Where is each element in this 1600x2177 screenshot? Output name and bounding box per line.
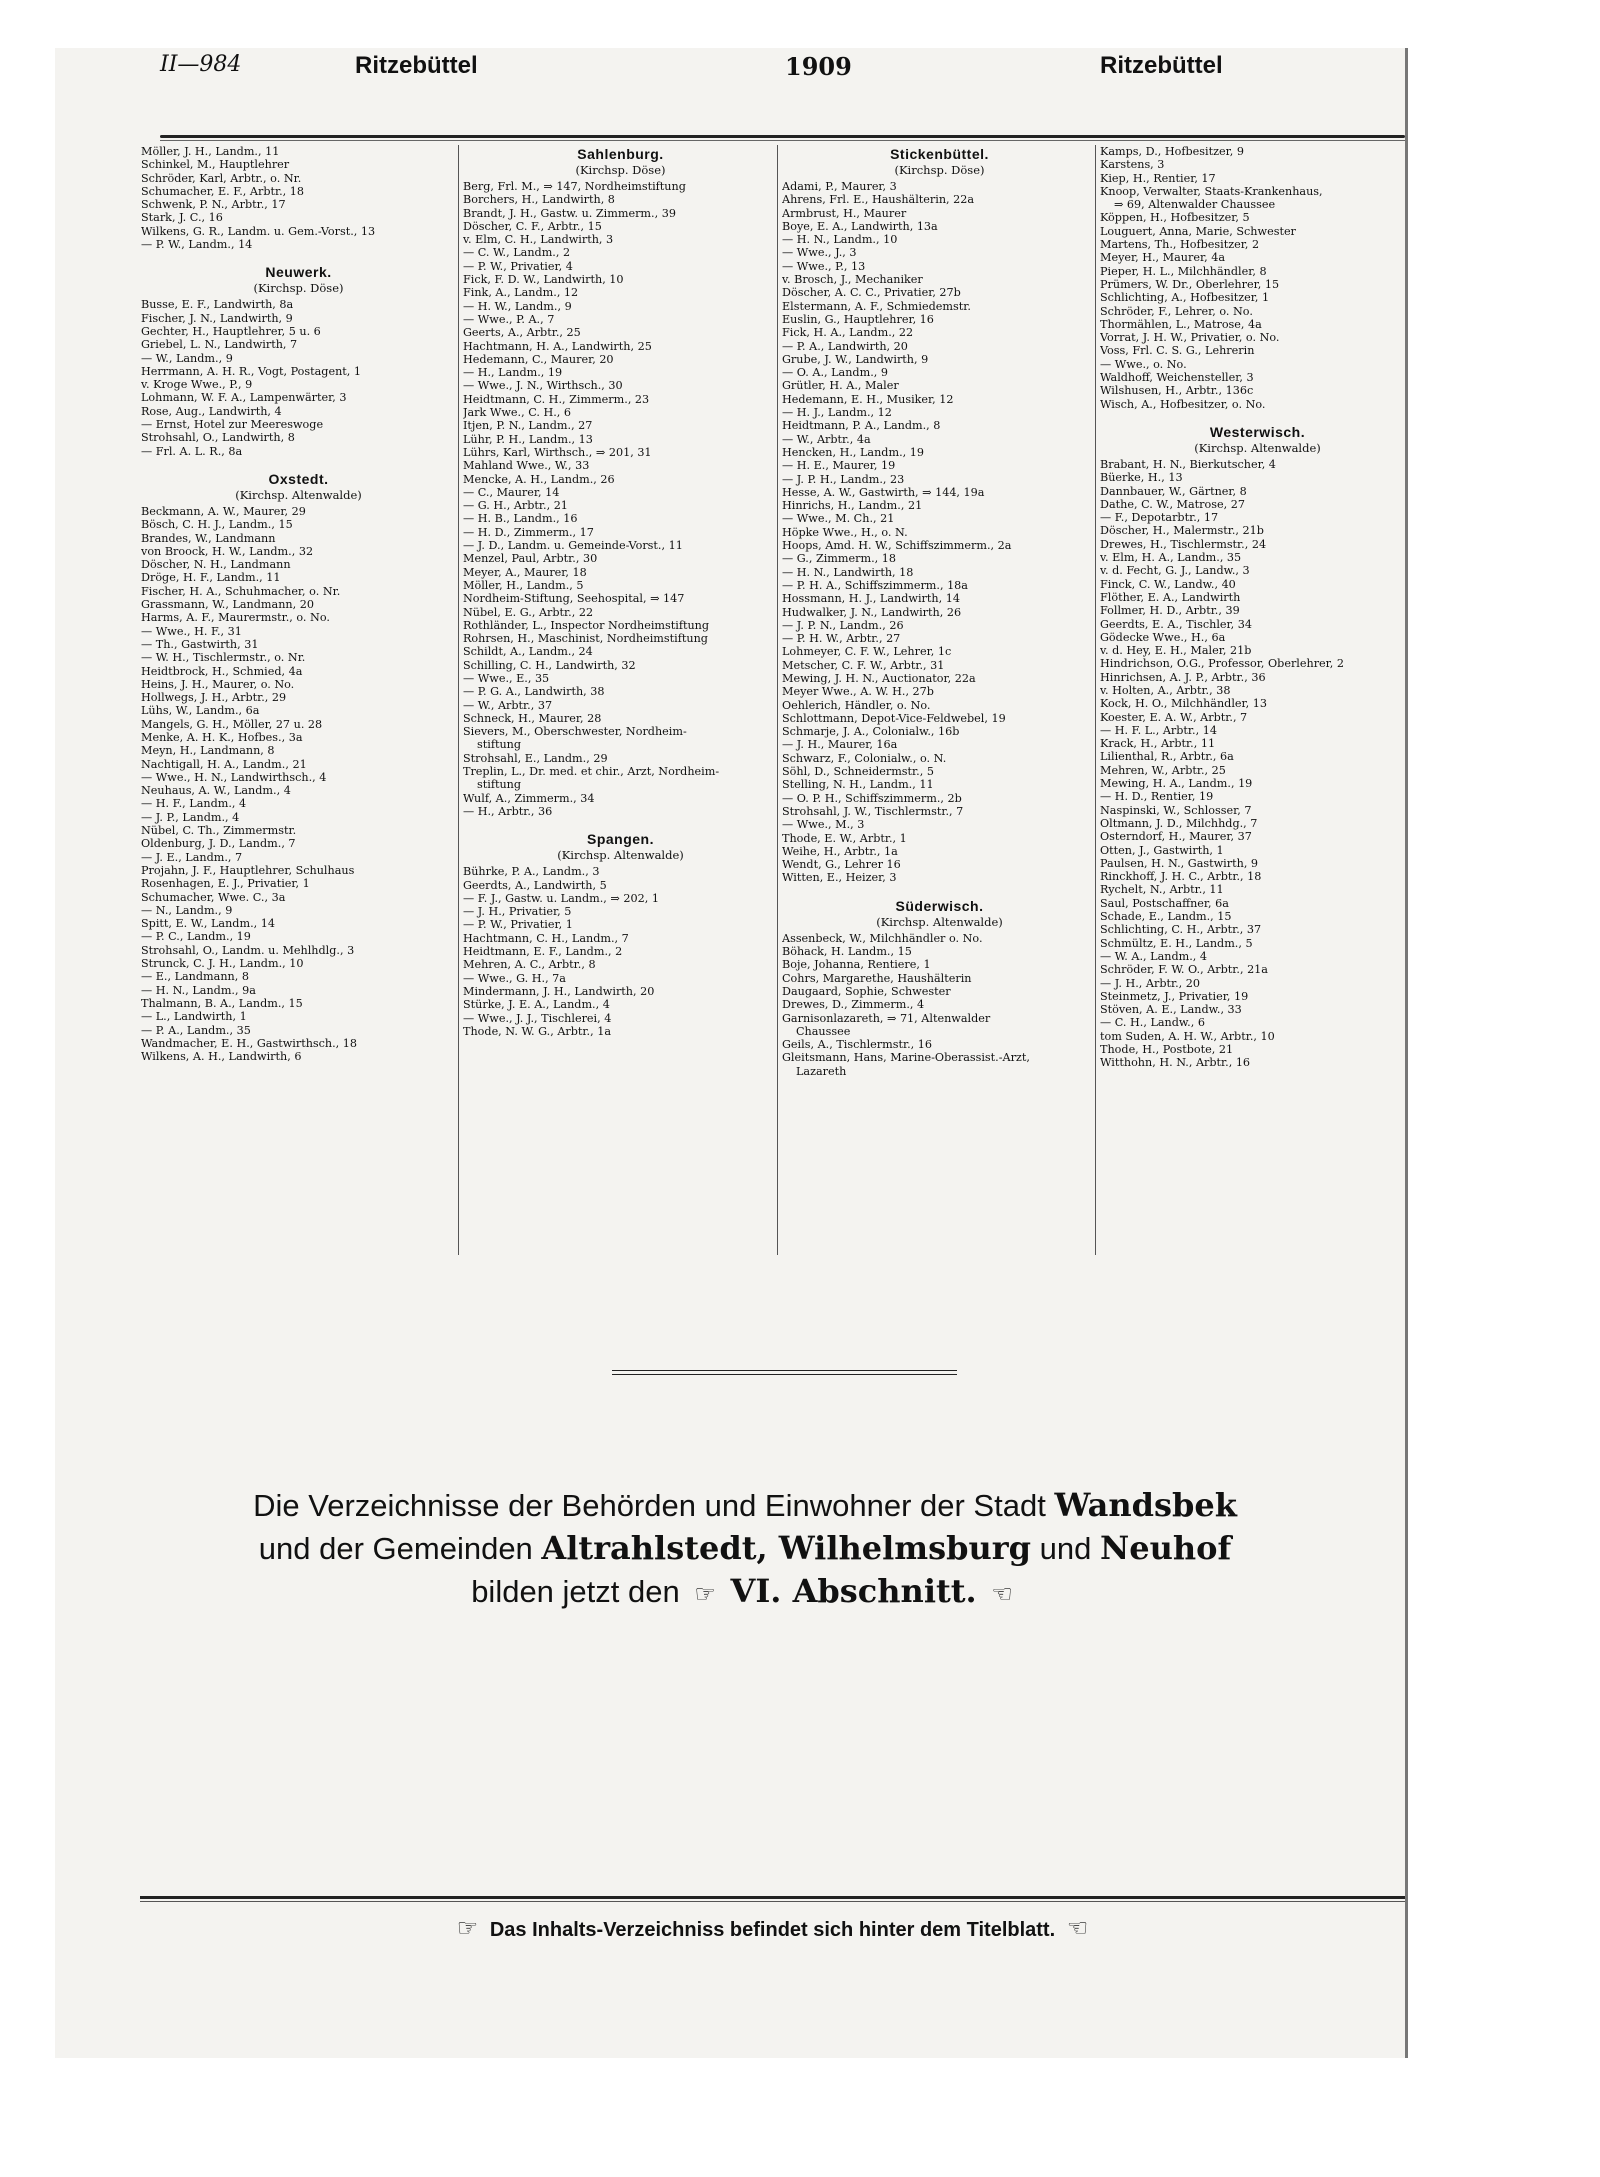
- directory-entry: Treplin, L., Dr. med. et chir., Arzt, Nordheim-: [463, 765, 720, 779]
- directory-entry: tom Suden, A. H. W., Arbtr., 10: [1100, 1029, 1275, 1043]
- directory-entry: Oltmann, J. D., Milchhdg., 7: [1100, 816, 1258, 830]
- directory-entry: Thormählen, L., Matrose, 4a: [1100, 317, 1262, 331]
- pointing-hand-left-icon: ☜: [991, 1580, 1013, 1608]
- section-parish: (Kirchsp. Altenwalde): [235, 487, 362, 502]
- directory-entry: — P. H. A., Schiffszimmerm., 18a: [782, 578, 968, 592]
- directory-entry: — P. G. A., Landwirth, 38: [463, 685, 605, 699]
- directory-entry: Adami, P., Maurer, 3: [782, 180, 897, 193]
- directory-column-3: [782, 145, 1097, 1078]
- directory-entry: — H., Arbtr., 36: [463, 804, 553, 818]
- directory-entry: Büerke, H., 13: [1100, 471, 1183, 485]
- directory-entry: Nübel, E. G., Arbtr., 22: [463, 605, 594, 619]
- directory-entry: Dannbauer, W., Gärtner, 8: [1100, 484, 1247, 498]
- directory-entry: Hindrichson, O.G., Professor, Oberlehrer, 2: [1100, 657, 1345, 671]
- directory-entry: Herrmann, A. H. R., Vogt, Postagent, 1: [141, 364, 362, 378]
- directory-entry: — P. C., Landm., 19: [141, 930, 251, 944]
- directory-entry: — W. A., Landm., 4: [1100, 949, 1208, 963]
- directory-entry: Meyer Wwe., A. W. H., 27b: [782, 685, 934, 699]
- directory-entry: — P. W., Privatier, 4: [463, 259, 573, 273]
- directory-entry: Stöven, A. E., Landw., 33: [1100, 1003, 1242, 1017]
- directory-entry: — C. H., Landw., 6: [1100, 1016, 1205, 1030]
- directory-entry: Söhl, D., Schneidermstr., 5: [782, 765, 934, 779]
- ornamental-divider: [612, 1370, 957, 1371]
- directory-entry: Menzel, Paul, Arbtr., 30: [463, 552, 598, 566]
- directory-entry: Schlichting, C. H., Arbtr., 37: [1100, 923, 1262, 937]
- directory-entry: Armbrust, H., Maurer: [782, 206, 907, 220]
- directory-entry: Schildt, A., Landm., 24: [463, 645, 593, 659]
- directory-entry: Ahrens, Frl. E., Haushälterin, 22a: [782, 193, 975, 207]
- directory-entry: Euslin, G., Hauptlehrer, 16: [782, 312, 934, 326]
- directory-entry: — W., Landm., 9: [141, 351, 233, 365]
- directory-entry: Stürke, J. E. A., Landm., 4: [463, 998, 610, 1012]
- directory-entry: Schlichting, A., Hofbesitzer, 1: [1100, 291, 1270, 305]
- directory-entry: v. Brosch, J., Mechaniker: [782, 273, 923, 287]
- pointing-hand-right-icon: ☞: [456, 1914, 479, 1942]
- directory-entry: Hachtmann, H. A., Landwirth, 25: [463, 339, 652, 353]
- directory-entry: Witten, E., Heizer, 3: [782, 871, 897, 885]
- directory-entry: Lühs, W., Landm., 6a: [141, 704, 260, 718]
- directory-entry: v. d. Hey, E. H., Maler, 21b: [1100, 644, 1252, 658]
- directory-entry: — H. B., Landm., 16: [463, 512, 578, 526]
- directory-entry: Krack, H., Arbtr., 11: [1100, 737, 1216, 751]
- directory-entry: Projahn, J. F., Hauptlehrer, Schulhaus: [141, 863, 355, 877]
- directory-entry: Möller, J. H., Landm., 11: [141, 145, 280, 158]
- directory-entry: — H. N., Landm., 10: [782, 233, 898, 247]
- directory-entry: Lührs, Karl, Wirthsch., ⇒ 201, 31: [463, 445, 652, 459]
- directory-entry: Elstermann, A. F., Schmiedemstr.: [782, 299, 971, 313]
- directory-entry: Thode, E. W., Arbtr., 1: [782, 831, 907, 845]
- directory-entry: Höpke Wwe., H., o. N.: [782, 525, 908, 539]
- directory-entry: — H. E., Maurer, 19: [782, 459, 896, 473]
- directory-entry: Busse, E. F., Landwirth, 8a: [141, 298, 294, 312]
- directory-entry: Fick, H. A., Landm., 22: [782, 326, 914, 340]
- directory-entry: Fischer, J. N., Landwirth, 9: [141, 311, 293, 325]
- directory-entry: Strunck, C. J. H., Landm., 10: [141, 957, 304, 971]
- directory-entry: Strohsahl, J. W., Tischlermstr., 7: [782, 804, 964, 818]
- directory-entry: Strohsahl, E., Landm., 29: [463, 751, 608, 765]
- directory-entry: v. Elm, H. A., Landm., 35: [1100, 551, 1242, 565]
- directory-entry: — H. F. L., Arbtr., 14: [1100, 723, 1217, 737]
- directory-entry: Otten, J., Gastwirth, 1: [1100, 843, 1224, 857]
- directory-entry: stiftung: [477, 778, 522, 792]
- directory-entry: Hesse, A. W., Gastwirth, ⇒ 144, 19a: [782, 485, 985, 499]
- directory-entry: Schumacher, E. F., Arbtr., 18: [141, 184, 305, 198]
- directory-entry: Brandes, W., Landmann: [141, 531, 276, 545]
- directory-entry: — J. P. N., Landm., 26: [782, 618, 904, 632]
- directory-column-1: [141, 145, 456, 1063]
- directory-entry: v. d. Fecht, G. J., Landw., 3: [1100, 564, 1250, 578]
- section-parish: (Kirchsp. Altenwalde): [557, 848, 684, 863]
- directory-entry: Pieper, H. L., Milchhändler, 8: [1100, 264, 1267, 278]
- directory-entry: Oldenburg, J. D., Landm., 7: [141, 837, 296, 851]
- directory-entry: Mindermann, J. H., Landwirth, 20: [463, 984, 655, 998]
- directory-entry: Lazareth: [796, 1064, 847, 1078]
- section-parish: (Kirchsp. Altenwalde): [1194, 440, 1321, 455]
- section-heading: Spangen.: [586, 831, 654, 848]
- directory-entry: Jark Wwe., C. H., 6: [463, 406, 572, 420]
- directory-entry: Wendt, G., Lehrer 16: [782, 858, 901, 872]
- directory-entry: Mehren, W., Arbtr., 25: [1100, 763, 1226, 777]
- section-heading: Stickenbüttel.: [890, 146, 989, 162]
- directory-entry: Drewes, D., Zimmerm., 4: [782, 998, 925, 1012]
- directory-entry: — Wwe., H. F., 31: [141, 624, 242, 638]
- directory-entry: Meyn, H., Landmann, 8: [141, 744, 275, 758]
- directory-entry: — F. J., Gastw. u. Landm., ⇒ 202, 1: [463, 891, 659, 905]
- directory-entry: Schlottmann, Depot-Vice-Feldwebel, 19: [782, 711, 1006, 725]
- directory-entry: Rosenhagen, E. J., Privatier, 1: [141, 877, 310, 891]
- directory-entry: Gleitsmann, Hans, Marine-Oberassist.-Arzt,: [782, 1051, 1030, 1065]
- page-header: [100, 52, 1400, 88]
- directory-entry: Schmültz, E. H., Landm., 5: [1100, 936, 1253, 950]
- directory-entry: Daugaard, Sophie, Schwester: [782, 984, 951, 998]
- directory-entry: Mewing, H. A., Landm., 19: [1100, 777, 1253, 791]
- header-rule-thin: [160, 140, 1405, 141]
- directory-entry: Osterndorf, H., Maurer, 37: [1100, 830, 1252, 844]
- directory-entry: — W., Arbtr., 37: [463, 698, 553, 712]
- directory-entry: Neuhaus, A. W., Landm., 4: [141, 784, 291, 798]
- directory-entry: Rose, Aug., Landwirth, 4: [141, 404, 282, 418]
- directory-entry: Grütler, H. A., Maler: [782, 379, 899, 393]
- directory-entry: — Wwe., M., 3: [782, 818, 865, 832]
- directory-entry: Wilkens, A. H., Landwirth, 6: [141, 1050, 302, 1064]
- directory-entry: v. Kroge Wwe., P., 9: [141, 378, 253, 392]
- section-notice: [140, 1484, 1350, 1615]
- directory-entry: Beckmann, A. W., Maurer, 29: [141, 504, 306, 518]
- directory-entry: Geerts, A., Arbtr., 25: [463, 326, 581, 340]
- directory-column-2: [463, 145, 778, 1038]
- directory-entry: Weihe, H., Arbtr., 1a: [782, 844, 898, 858]
- directory-entry: Fischer, H. A., Schuhmacher, o. Nr.: [141, 584, 341, 598]
- directory-entry: — Wwe., H. N., Landwirthsch., 4: [141, 770, 327, 784]
- directory-entry: — O. P. H., Schiffszimmerm., 2b: [782, 791, 962, 805]
- directory-entry: Mewing, J. H. N., Auctionator, 22a: [782, 671, 976, 685]
- directory-entry: Saul, Postschaffner, 6a: [1100, 896, 1229, 910]
- directory-entry: Schinkel, M., Hauptlehrer: [141, 158, 290, 172]
- directory-entry: Heidtmann, P. A., Landm., 8: [782, 419, 941, 433]
- directory-entry: Knoop, Verwalter, Staats-Krankenhaus,: [1100, 184, 1323, 198]
- directory-entry: Hinrichs, H., Landm., 21: [782, 499, 923, 513]
- directory-entry: — J. E., Landm., 7: [141, 850, 243, 864]
- directory-entry: Hencken, H., Landm., 19: [782, 445, 924, 459]
- directory-entry: — J. P., Landm., 4: [141, 810, 240, 824]
- directory-entry: Geils, A., Tischlermstr., 16: [782, 1038, 932, 1052]
- directory-entry: Karstens, 3: [1100, 158, 1165, 172]
- directory-entry: Hossmann, H. J., Landwirth, 14: [782, 592, 960, 606]
- directory-entry: — J. H., Arbtr., 20: [1100, 976, 1201, 990]
- directory-entry: Heins, J. H., Maurer, o. No.: [141, 677, 295, 691]
- directory-entry: — Wwe., P. A., 7: [463, 312, 555, 326]
- directory-entry: Rohrsen, H., Maschinist, Nordheimstiftung: [463, 632, 708, 646]
- directory-entry: — Wwe., G. H., 7a: [463, 971, 566, 985]
- directory-entry: Wandmacher, E. H., Gastwirthsch., 18: [141, 1036, 358, 1050]
- directory-entry: Lilienthal, R., Arbtr., 6a: [1100, 750, 1234, 764]
- directory-entry: Hoops, Amd. H. W., Schiffszimmerm., 2a: [782, 539, 1012, 553]
- directory-entry: Hedemann, E. H., Musiker, 12: [782, 392, 954, 406]
- directory-entry: Thode, H., Postbote, 21: [1100, 1043, 1234, 1056]
- directory-entry: Schmarje, J. A., Colonialw., 16b: [782, 725, 960, 739]
- directory-entry: Thalmann, B. A., Landm., 15: [141, 996, 303, 1010]
- directory-entry: Nordheim-Stiftung, Seehospital, ⇒ 147: [463, 592, 685, 606]
- directory-entry: — L., Landwirth, 1: [141, 1010, 247, 1024]
- directory-entry: Fick, F. D. W., Landwirth, 10: [463, 273, 624, 287]
- directory-entry: — F., Depotarbtr., 17: [1100, 511, 1219, 525]
- directory-entry: Grassmann, W., Landmann, 20: [141, 598, 314, 612]
- section-parish: (Kirchsp. Döse): [894, 163, 985, 177]
- directory-entry: — H. J., Landm., 12: [782, 406, 892, 420]
- directory-entry: Wulf, A., Zimmerm., 34: [463, 791, 595, 805]
- directory-entry: Dathe, C. W., Matrose, 27: [1100, 497, 1245, 511]
- directory-entry: Fink, A., Landm., 12: [463, 286, 579, 300]
- directory-entry: Kock, H. O., Milchhändler, 13: [1100, 697, 1267, 711]
- directory-entry: Kamps, D., Hofbesitzer, 9: [1100, 145, 1244, 158]
- directory-entry: — Wwe., J. J., Tischlerei, 4: [463, 1011, 612, 1025]
- directory-entry: Hachtmann, C. H., Landm., 7: [463, 931, 629, 945]
- footer-rule-thin: [140, 1901, 1405, 1902]
- directory-entry: — Wwe., M. Ch., 21: [782, 512, 895, 526]
- directory-entry: Heidtmann, C. H., Zimmerm., 23: [463, 392, 650, 406]
- directory-entry: Vorrat, J. H. W., Privatier, o. No.: [1100, 331, 1280, 345]
- directory-entry: Drewes, H., Tischlermstr., 24: [1100, 537, 1267, 551]
- directory-entry: — O. A., Landm., 9: [782, 366, 888, 380]
- directory-entry: — H., Landm., 19: [463, 366, 563, 380]
- directory-entry: Gechter, H., Hauptlehrer, 5 u. 6: [141, 324, 321, 338]
- directory-entry: Döscher, N. H., Landmann: [141, 558, 291, 572]
- directory-entry: — N., Landm., 9: [141, 903, 233, 917]
- directory-entry: Griebel, L. N., Landwirth, 7: [141, 338, 298, 352]
- directory-entry: Waldhoff, Weichensteller, 3: [1100, 371, 1254, 385]
- directory-entry: Cohrs, Margarethe, Haushälterin: [782, 971, 972, 985]
- directory-entry: Mehren, A. C., Arbtr., 8: [463, 958, 596, 972]
- directory-entry: — P. H. W., Arbtr., 27: [782, 632, 901, 646]
- directory-entry: Meyer, H., Maurer, 4a: [1100, 251, 1225, 265]
- directory-entry: Meyer, A., Maurer, 18: [463, 565, 587, 579]
- directory-column-4: [1100, 145, 1415, 1070]
- directory-entry: — Wwe., J. N., Wirthsch., 30: [463, 379, 623, 393]
- directory-entry: Louguert, Anna, Marie, Schwester: [1100, 224, 1296, 238]
- directory-entry: Lohmeyer, C. F. W., Lehrer, 1c: [782, 645, 952, 659]
- directory-entry: Assenbeck, W., Milchhändler o. No.: [782, 931, 983, 945]
- directory-entry: — H. D., Zimmerm., 17: [463, 525, 594, 539]
- directory-entry: Hinrichsen, A. J. P., Arbtr., 36: [1100, 670, 1266, 684]
- directory-entry: Schade, E., Landm., 15: [1100, 910, 1232, 924]
- directory-entry: — Th., Gastwirth, 31: [141, 637, 259, 651]
- directory-entry: Stark, J. C., 16: [141, 211, 223, 225]
- directory-entry: Döscher, C. F., Arbtr., 15: [463, 219, 602, 233]
- section-heading: Neuwerk.: [265, 264, 332, 281]
- page-number: II—984: [160, 52, 242, 77]
- section-heading: Westerwisch.: [1209, 423, 1306, 440]
- directory-entry: — E., Landmann, 8: [141, 970, 249, 984]
- directory-entry: Nachtigall, H. A., Landm., 21: [141, 757, 307, 771]
- notice-line-2: und der Gemeinden Altrahlstedt, Wilhelmsburg und Neuhof: [258, 1529, 1232, 1567]
- directory-entry: — Wwe., P., 13: [782, 259, 866, 273]
- directory-entry: Möller, H., Landm., 5: [463, 578, 584, 592]
- directory-entry: Schilling, C. H., Landwirth, 32: [463, 658, 636, 672]
- column-divider: [458, 145, 459, 1255]
- directory-entry: Borchers, H., Landwirth, 8: [463, 193, 615, 207]
- directory-entry: — Wwe., J., 3: [782, 246, 857, 260]
- directory-entry: Heidtmann, E. F., Landm., 2: [463, 945, 623, 959]
- directory-entry: Heidtbrock, H., Schmied, 4a: [141, 664, 303, 678]
- directory-entry: Grube, J. W., Landwirth, 9: [782, 352, 929, 366]
- pointing-hand-left-icon: ☜: [1066, 1914, 1089, 1942]
- directory-entry: Bösch, C. H. J., Landm., 15: [141, 518, 293, 532]
- directory-entry: Schröder, F., Lehrer, o. No.: [1100, 304, 1253, 318]
- directory-entry: Nübel, C. Th., Zimmermstr.: [141, 824, 297, 838]
- directory-entry: Dröge, H. F., Landm., 11: [141, 571, 281, 585]
- directory-entry: Wilshusen, H., Arbtr., 136c: [1100, 384, 1254, 398]
- directory-entry: Mangels, G. H., Möller, 27 u. 28: [141, 717, 323, 731]
- directory-entry: — H. D., Rentier, 19: [1100, 790, 1214, 804]
- notice-line-3: bilden jetzt den ☞ VI. Abschnitt. ☜: [140, 1570, 1350, 1615]
- directory-entry: — J. P. H., Landm., 23: [782, 472, 905, 486]
- directory-entry: Martens, Th., Hofbesitzer, 2: [1100, 238, 1260, 252]
- section-parish: (Kirchsp. Döse): [575, 163, 666, 177]
- directory-entry: — J. H., Privatier, 5: [463, 905, 572, 919]
- section-heading: Sahlenburg.: [577, 146, 664, 162]
- directory-entry: Rothländer, L., Inspector Nordheimstiftung: [463, 618, 710, 632]
- directory-entry: — Frl. A. L. R., 8a: [141, 444, 243, 458]
- directory-entry: Wisch, A., Hofbesitzer, o. No.: [1100, 397, 1266, 411]
- directory-entry: — C. W., Landm., 2: [463, 246, 571, 260]
- directory-entry: Harms, A. F., Maurermstr., o. No.: [141, 611, 330, 625]
- directory-entry: Kiep, H., Rentier, 17: [1100, 171, 1216, 185]
- directory-entry: Lühr, P. H., Landm., 13: [463, 432, 593, 446]
- directory-entry: Witthohn, H. N., Arbtr., 16: [1100, 1056, 1251, 1070]
- directory-entry: Flöther, E. A., Landwirth: [1100, 590, 1241, 604]
- directory-entry: Sievers, M., Oberschwester, Nordheim-: [463, 725, 687, 739]
- running-title-left: Ritzebüttel: [355, 52, 478, 79]
- section-parish: (Kirchsp. Altenwalde): [876, 914, 1003, 929]
- directory-entry: — W. H., Tischlermstr., o. Nr.: [141, 651, 306, 665]
- pointing-hand-right-icon: ☞: [694, 1580, 716, 1608]
- directory-entry: — Wwe., E., 35: [463, 671, 550, 685]
- directory-entry: — G. H., Arbtr., 21: [463, 499, 568, 513]
- directory-entry: stiftung: [477, 738, 522, 752]
- directory-entry: Hedemann, C., Maurer, 20: [463, 352, 614, 366]
- directory-entry: Steinmetz, J., Privatier, 19: [1100, 989, 1249, 1003]
- directory-entry: — H. F., Landm., 4: [141, 797, 247, 811]
- directory-entry: Schröder, F. W. O., Arbtr., 21a: [1100, 963, 1268, 977]
- directory-entry: von Broock, H. W., Landm., 32: [141, 544, 314, 558]
- header-rule: [160, 135, 1405, 138]
- directory-entry: — P. A., Landm., 35: [141, 1023, 251, 1037]
- directory-entry: Strohsahl, O., Landm. u. Mehlhdlg., 3: [141, 943, 355, 957]
- directory-entry: Boje, Johanna, Rentiere, 1: [782, 958, 931, 972]
- directory-entry: Boye, E. A., Landwirth, 13a: [782, 219, 938, 233]
- directory-entry: Köppen, H., Hofbesitzer, 5: [1100, 211, 1250, 225]
- directory-entry: ⇒ 69, Altenwalder Chaussee: [1114, 198, 1276, 212]
- directory-entry: Koester, E. A. W., Arbtr., 7: [1100, 710, 1248, 724]
- directory-entry: Follmer, H. D., Arbtr., 39: [1100, 604, 1240, 618]
- directory-entry: Lohmann, W. F. A., Lampenwärter, 3: [141, 391, 347, 405]
- directory-entry: Wilkens, G. R., Landm. u. Gem.-Vorst., 13: [141, 224, 376, 238]
- directory-entry: v. Holten, A., Arbtr., 38: [1100, 683, 1231, 697]
- directory-entry: Oehlerich, Händler, o. No.: [782, 698, 931, 712]
- directory-entry: Itjen, P. N., Landm., 27: [463, 419, 593, 433]
- directory-entry: — Wwe., o. No.: [1100, 357, 1187, 371]
- year: 1909: [785, 52, 852, 81]
- directory-entry: Schneck, H., Maurer, 28: [463, 711, 602, 725]
- running-title-right: Ritzebüttel: [1100, 52, 1223, 79]
- directory-entry: — H. W., Landm., 9: [463, 299, 572, 313]
- directory-entry: Metscher, C. F. W., Arbtr., 31: [782, 658, 945, 672]
- directory-entry: Bührke, P. A., Landm., 3: [463, 865, 600, 879]
- directory-entry: Schumacher, Wwe. C., 3a: [141, 890, 286, 904]
- directory-entry: Menke, A. H. K., Hofbes., 3a: [141, 730, 303, 744]
- section-heading: Süderwisch.: [895, 897, 984, 914]
- directory-entry: Brandt, J. H., Gastw. u. Zimmerm., 39: [463, 206, 676, 220]
- section-heading: Oxstedt.: [268, 470, 329, 487]
- directory-entry: Schwarz, F., Colonialw., o. N.: [782, 751, 947, 765]
- notice-line-1: Die Verzeichnisse der Behörden und Einwohner der Stadt Wandsbek: [253, 1486, 1237, 1524]
- footer-rule: [140, 1896, 1405, 1899]
- directory-entry: Paulsen, H. N., Gastwirth, 9: [1100, 856, 1259, 870]
- directory-entry: Stelling, N. H., Landm., 11: [782, 778, 934, 792]
- directory-entry: — P. A., Landwirth, 20: [782, 339, 908, 353]
- directory-entry: — J. D., Landm. u. Gemeinde-Vorst., 11: [463, 539, 683, 553]
- directory-entry: Döscher, H., Malermstr., 21b: [1100, 524, 1264, 538]
- directory-entry: Schwenk, P. N., Arbtr., 17: [141, 198, 286, 212]
- directory-entry: Garnisonlazareth, ⇒ 71, Altenwalder: [782, 1011, 991, 1025]
- directory-entry: Hollwegs, J. H., Arbtr., 29: [141, 691, 287, 705]
- directory-entry: v. Elm, C. H., Landwirth, 3: [463, 233, 614, 247]
- directory-entry: Rinckhoff, J. H. C., Arbtr., 18: [1100, 870, 1262, 884]
- directory-entry: Rychelt, N., Arbtr., 11: [1100, 883, 1224, 897]
- directory-entry: — Ernst, Hotel zur Meereswoge: [141, 418, 324, 432]
- directory-entry: Berg, Frl. M., ⇒ 147, Nordheimstiftung: [463, 180, 686, 193]
- directory-entry: — H. N., Landm., 9a: [141, 983, 256, 997]
- directory-entry: Brabant, H. N., Bierkutscher, 4: [1100, 457, 1276, 471]
- directory-entry: Mencke, A. H., Landm., 26: [463, 472, 615, 486]
- directory-entry: Spitt, E. W., Landm., 14: [141, 917, 275, 931]
- directory-entry: Geerdts, A., Landwirth, 5: [463, 878, 607, 892]
- directory-entry: Hudwalker, J. N., Landwirth, 26: [782, 605, 962, 619]
- directory-entry: — P. W., Privatier, 1: [463, 918, 573, 932]
- footer-note: ☞ Das Inhalts-Verzeichniss befindet sich hinter dem Titelblatt. ☜: [456, 1914, 1089, 1942]
- section-parish: (Kirchsp. Döse): [253, 281, 344, 296]
- directory-entry: Prümers, W. Dr., Oberlehrer, 15: [1100, 277, 1280, 291]
- directory-entry: Chaussee: [796, 1024, 851, 1038]
- directory-entry: — W., Arbtr., 4a: [782, 432, 871, 446]
- directory-entry: Finck, C. W., Landw., 40: [1100, 577, 1236, 591]
- ornamental-divider-thin: [612, 1374, 957, 1375]
- directory-entry: Döscher, A. C. C., Privatier, 27b: [782, 286, 961, 300]
- directory-entry: Naspinski, W., Schlosser, 7: [1100, 803, 1252, 817]
- directory-entry: Gödecke Wwe., H., 6a: [1100, 630, 1226, 644]
- directory-entry: — P. W., Landm., 14: [141, 238, 253, 252]
- directory-entry: Schröder, Karl, Arbtr., o. Nr.: [141, 171, 302, 185]
- directory-entry: Geerdts, E. A., Tischler, 34: [1100, 617, 1252, 631]
- directory-entry: Mahland Wwe., W., 33: [463, 459, 590, 473]
- directory-entry: — C., Maurer, 14: [463, 485, 560, 499]
- directory-entry: Böhack, H. Landm., 15: [782, 945, 912, 959]
- directory-entry: — H. N., Landwirth, 18: [782, 565, 914, 579]
- directory-entry: Thode, N. W. G., Arbtr., 1a: [463, 1024, 612, 1038]
- directory-entry: Strohsahl, O., Landwirth, 8: [141, 431, 295, 445]
- directory-entry: Voss, Frl. C. S. G., Lehrerin: [1100, 344, 1255, 358]
- directory-entry: — J. H., Maurer, 16a: [782, 738, 898, 752]
- directory-entry: — G., Zimmerm., 18: [782, 552, 896, 566]
